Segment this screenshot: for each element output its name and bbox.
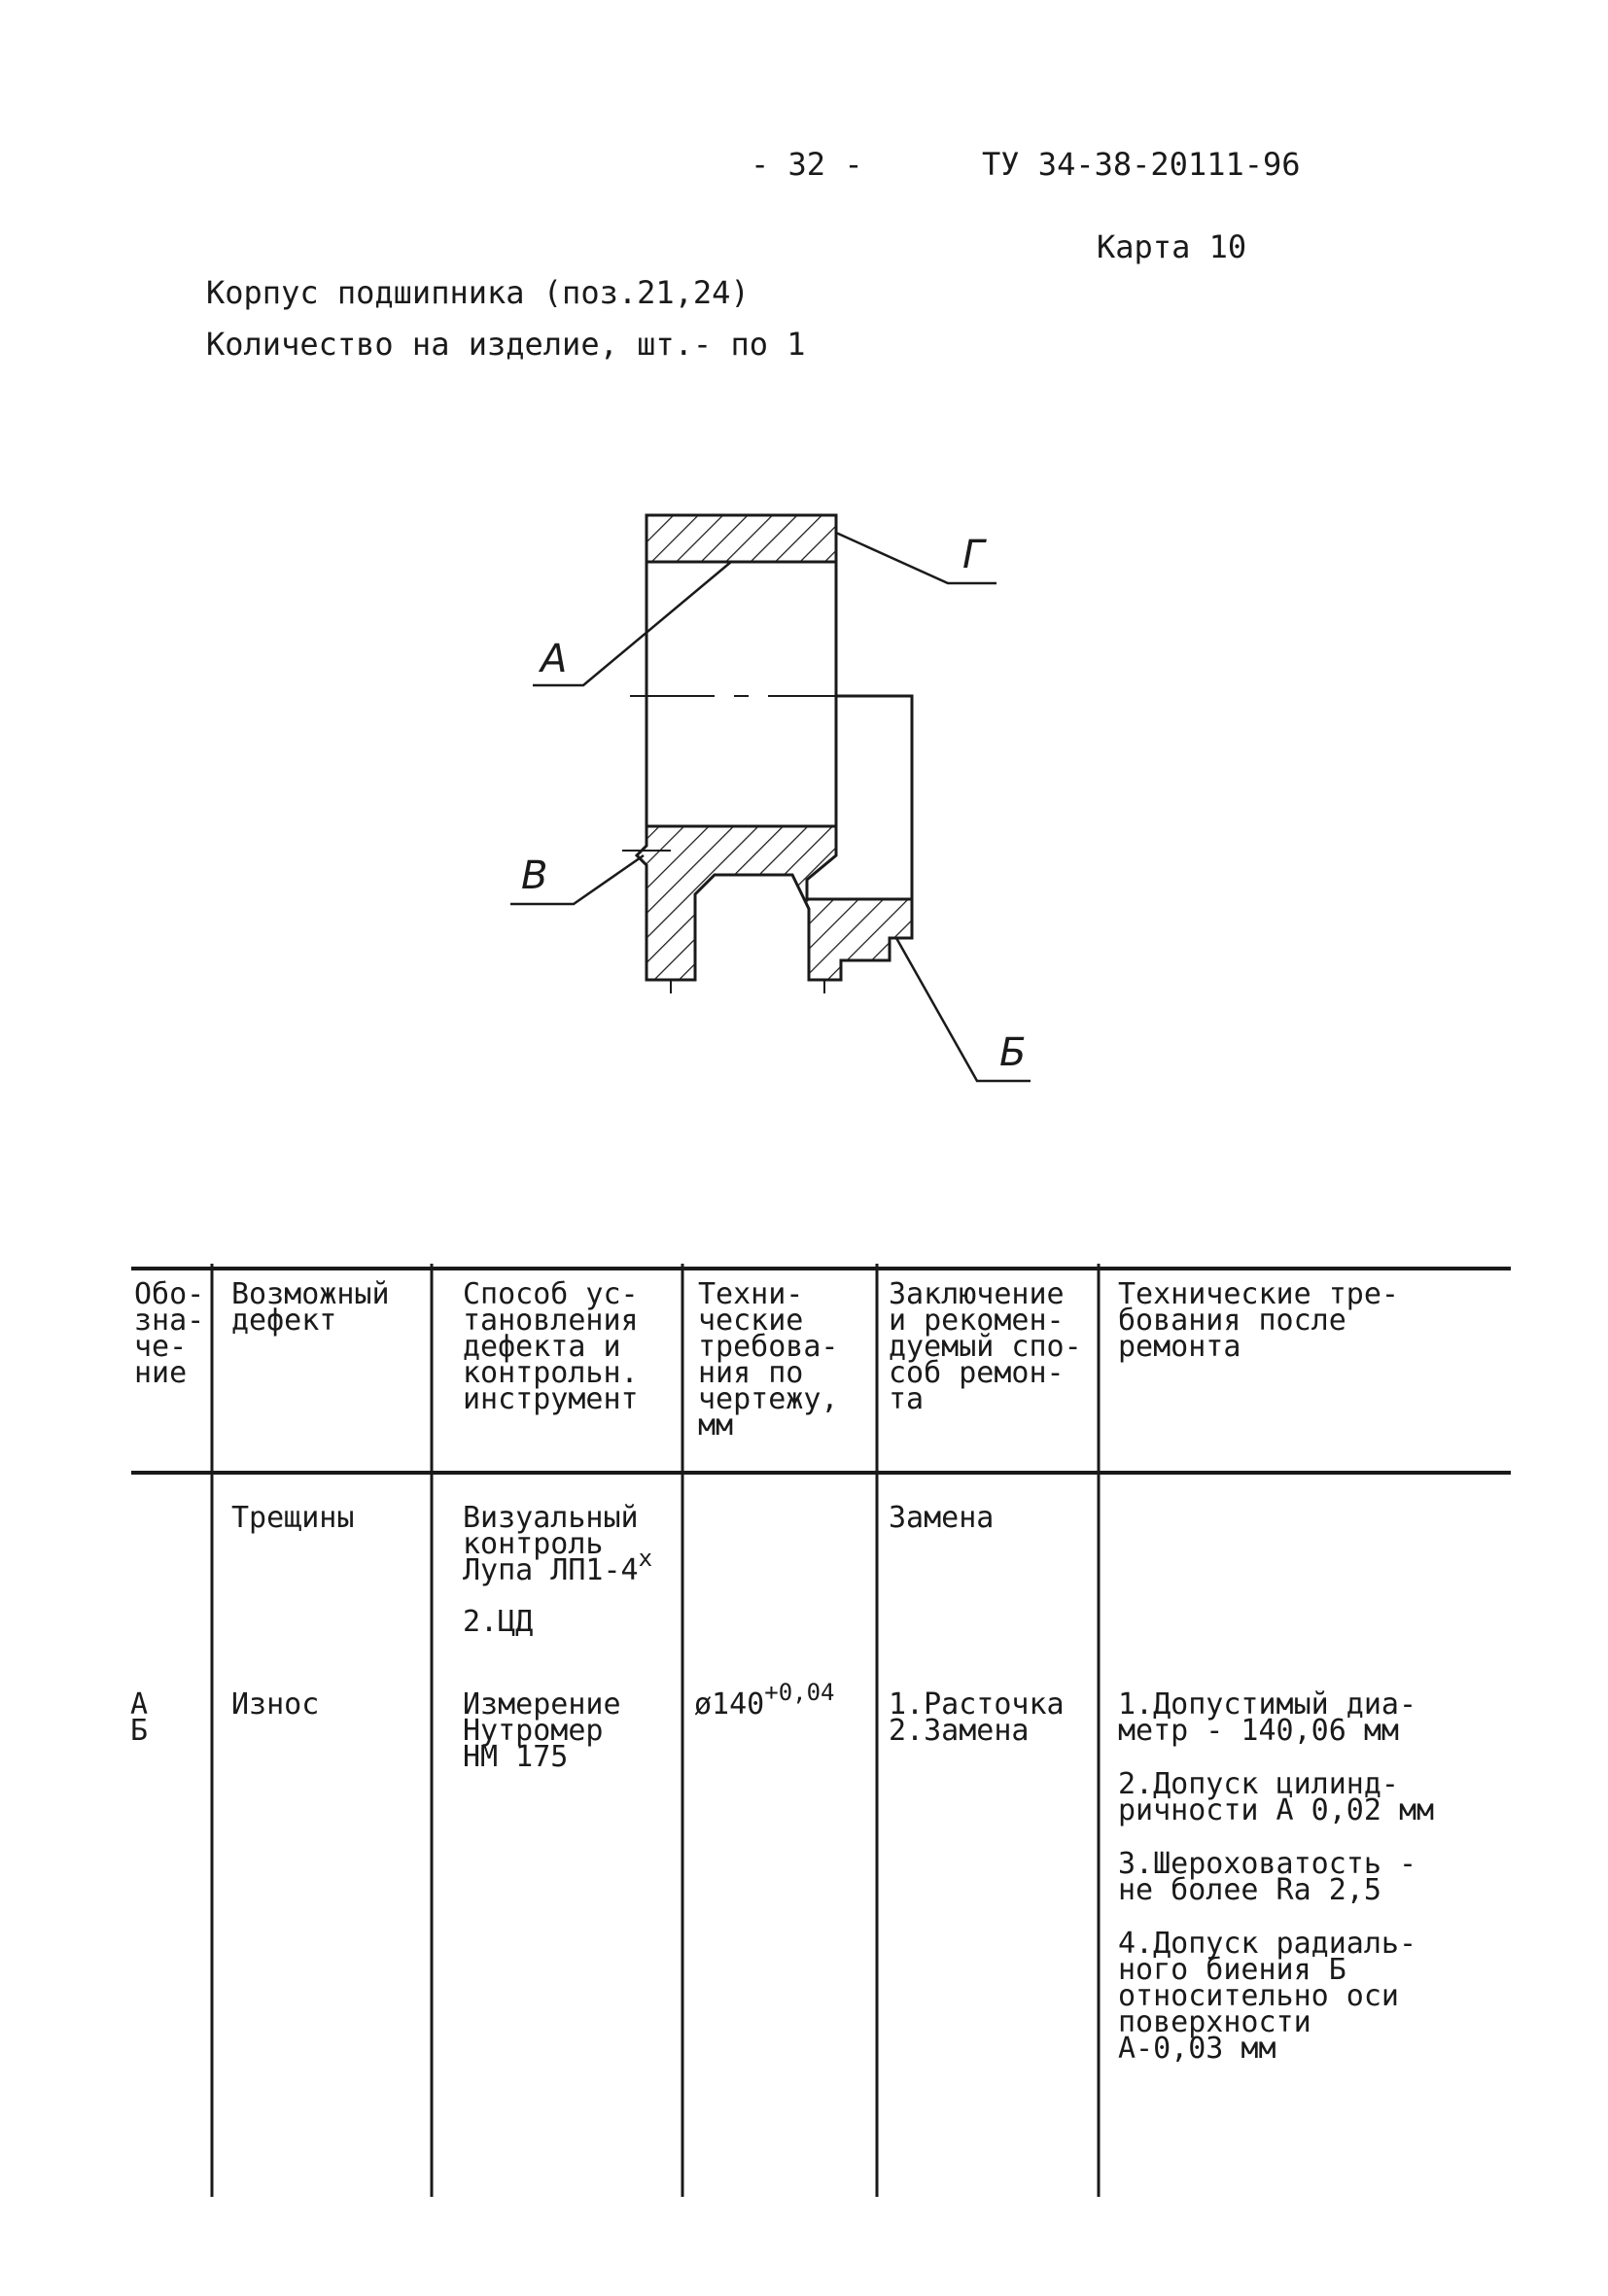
header-defect: Возможный дефект [231,1277,390,1338]
row1-conclusion: Замена [889,1501,995,1535]
header-method: Способ ус- тановления дефекта и контрольн. инструмент [463,1277,639,1416]
page-number: - 32 - [751,146,863,183]
row2-requirement-base: ø140 [694,1687,765,1722]
row2-after-1: 1.Допустимый диа- метр - 140,06 мм [1118,1687,1417,1748]
label-b: Б [999,1030,1027,1075]
row1-method-superscript: х [638,1545,653,1572]
row2-after-3: 3.Шероховатость - не более Ra 2,5 [1118,1847,1417,1907]
bottom-section-hatch [637,826,912,980]
header-conclusion: Заключение и рекомен- дуемый спо- соб ремон- та [889,1277,1082,1416]
row2-defect: Износ [231,1687,320,1722]
row2-after-2: 2.Допуск цилинд- ричности А 0,02 мм [1118,1767,1435,1827]
row1-method-2: 2.ЦД [463,1605,534,1639]
part-quantity: Количество на изделие, шт.- по 1 [206,326,806,363]
row1-method-text: Визуальный контроль Лупа ЛП1-4 [463,1501,639,1587]
header-designation: Обо- зна- че- ние [134,1277,205,1390]
label-a: А [541,637,568,681]
document-code: ТУ 34-38-20111-96 [982,146,1301,183]
row1-method [463,1501,653,1587]
part-name: Корпус подшипника (поз.21,24) [206,274,750,311]
row2-method: Измерение Нутромер НМ 175 [463,1687,621,1774]
header-requirements: Техни- ческие требова- ния по чертежу, мм [698,1277,839,1443]
row2-requirement-tolerance: +0,04 [764,1679,835,1706]
row2-after-4: 4.Допуск радиаль- ного биения Б относительно оси поверхности А-0,03 мм [1118,1927,1417,2066]
header-after-repair: Технические тре- бования после ремонта [1118,1277,1399,1364]
label-v: В [521,853,548,898]
card-number: Карта 10 [1097,228,1247,265]
row2-conclusion: 1.Расточка 2.Замена [889,1687,1065,1748]
row1-defect: Трещины [231,1501,355,1535]
top-section-hatch [647,515,836,562]
label-g: Г [962,533,985,577]
row2-requirement [694,1679,835,1722]
row2-designation: А Б [130,1687,149,1748]
